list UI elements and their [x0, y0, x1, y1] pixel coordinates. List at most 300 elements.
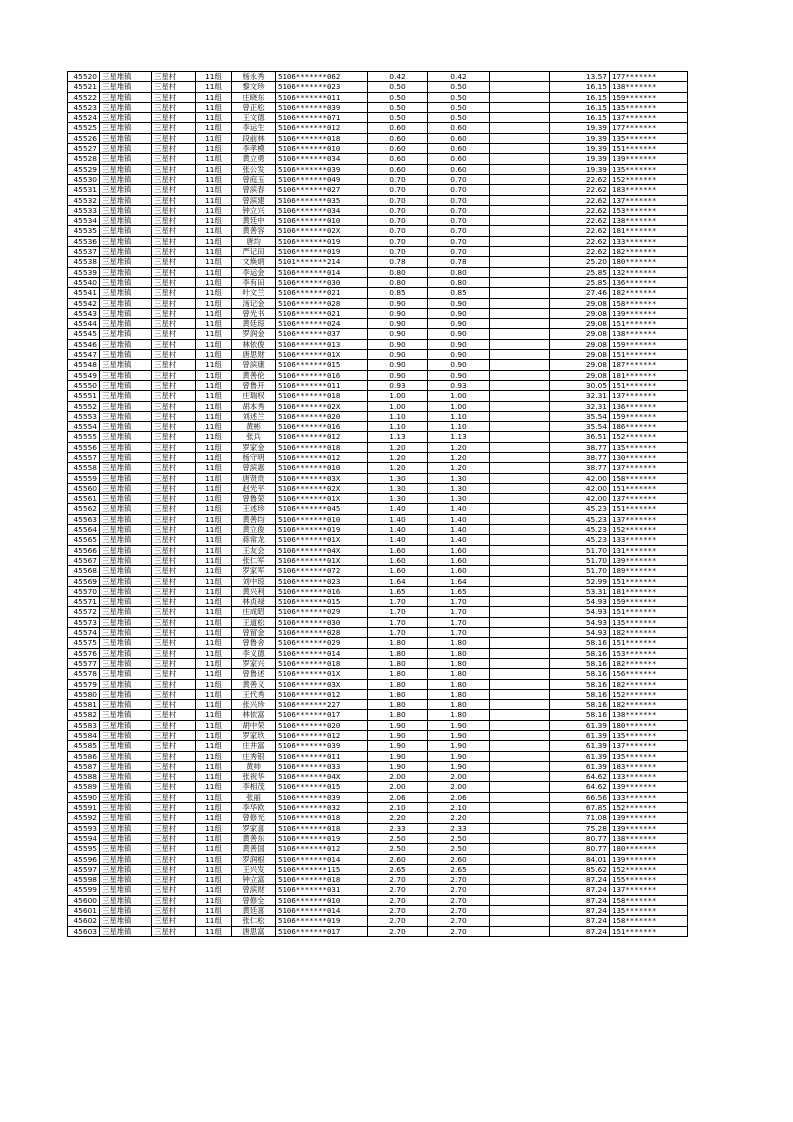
blank-cell [490, 205, 550, 215]
name-cell: 庄瑞权 [232, 391, 276, 401]
group-cell: 11组 [196, 700, 232, 710]
name-cell: 黄廷琼 [232, 319, 276, 329]
group-cell: 11组 [196, 906, 232, 916]
id-number-cell: 5106*******02X [276, 226, 368, 236]
table-body [68, 72, 688, 937]
area-cell: 0.60 [368, 164, 428, 174]
group-cell: 11组 [196, 638, 232, 648]
amount-cell: 22.62 [550, 247, 610, 257]
id-number-cell: 5106*******021 [276, 288, 368, 298]
amount-cell: 19.39 [550, 154, 610, 164]
confirmed-area-cell: 1.70 [428, 617, 490, 627]
blank-cell [490, 82, 550, 92]
name-cell: 曾滨康 [232, 360, 276, 370]
row-number: 45596 [68, 854, 100, 864]
blank-cell [490, 607, 550, 617]
row-number: 45589 [68, 782, 100, 792]
town-cell: 三星堆镇 [100, 628, 152, 638]
group-cell: 11组 [196, 782, 232, 792]
area-cell: 2.10 [368, 803, 428, 813]
phone-cell: 158******* [610, 473, 688, 483]
confirmed-area-cell: 1.10 [428, 411, 490, 421]
name-cell: 王道松 [232, 617, 276, 627]
confirmed-area-cell: 0.70 [428, 185, 490, 195]
phone-cell: 183******* [610, 185, 688, 195]
table-row [68, 411, 688, 421]
table-row [68, 267, 688, 277]
blank-cell [490, 329, 550, 339]
id-number-cell: 5106*******010 [276, 216, 368, 226]
village-cell: 三星村 [152, 679, 196, 689]
phone-cell: 187******* [610, 360, 688, 370]
town-cell: 三星堆镇 [100, 350, 152, 360]
row-number: 45543 [68, 308, 100, 318]
blank-cell [490, 926, 550, 936]
village-cell: 三星村 [152, 525, 196, 535]
group-cell: 11组 [196, 216, 232, 226]
phone-cell: 180******* [610, 720, 688, 730]
town-cell: 三星堆镇 [100, 813, 152, 823]
amount-cell: 58.16 [550, 700, 610, 710]
table-row [68, 679, 688, 689]
confirmed-area-cell: 2.10 [428, 803, 490, 813]
phone-cell: 180******* [610, 257, 688, 267]
blank-cell [490, 658, 550, 668]
name-cell: 张仁松 [232, 916, 276, 926]
town-cell: 三星堆镇 [100, 617, 152, 627]
amount-cell: 22.62 [550, 185, 610, 195]
phone-cell: 186******* [610, 422, 688, 432]
town-cell: 三星堆镇 [100, 257, 152, 267]
confirmed-area-cell: 2.20 [428, 813, 490, 823]
name-cell: 黎文珍 [232, 82, 276, 92]
phone-cell: 135******* [610, 164, 688, 174]
area-cell: 1.70 [368, 597, 428, 607]
confirmed-area-cell: 0.90 [428, 350, 490, 360]
group-cell: 11组 [196, 720, 232, 730]
table-row [68, 308, 688, 318]
id-number-cell: 5106*******027 [276, 185, 368, 195]
area-cell: 1.90 [368, 751, 428, 761]
village-cell: 三星村 [152, 823, 196, 833]
row-number: 45542 [68, 298, 100, 308]
id-number-cell: 5106*******04X [276, 545, 368, 555]
blank-cell [490, 638, 550, 648]
name-cell: 黄帅 [232, 761, 276, 771]
name-cell: 曾正松 [232, 102, 276, 112]
phone-cell: 135******* [610, 731, 688, 741]
phone-cell: 137******* [610, 885, 688, 895]
area-cell: 0.90 [368, 370, 428, 380]
amount-cell: 45.23 [550, 504, 610, 514]
id-number-cell: 5106*******018 [276, 133, 368, 143]
amount-cell: 30.05 [550, 380, 610, 390]
name-cell: 胡中荣 [232, 720, 276, 730]
table-row [68, 864, 688, 874]
group-cell: 11组 [196, 823, 232, 833]
table-row [68, 298, 688, 308]
area-cell: 1.80 [368, 689, 428, 699]
town-cell: 三星堆镇 [100, 380, 152, 390]
table-row [68, 277, 688, 287]
area-cell: 1.20 [368, 463, 428, 473]
town-cell: 三星堆镇 [100, 267, 152, 277]
table-row [68, 525, 688, 535]
phone-cell: 137******* [610, 391, 688, 401]
id-number-cell: 5106*******012 [276, 844, 368, 854]
town-cell: 三星堆镇 [100, 535, 152, 545]
id-number-cell: 5106*******019 [276, 247, 368, 257]
area-cell: 0.70 [368, 247, 428, 257]
table-row [68, 731, 688, 741]
blank-cell [490, 906, 550, 916]
blank-cell [490, 391, 550, 401]
amount-cell: 87.24 [550, 916, 610, 926]
id-number-cell: 5106*******029 [276, 638, 368, 648]
confirmed-area-cell: 0.90 [428, 329, 490, 339]
row-number: 45601 [68, 906, 100, 916]
blank-cell [490, 133, 550, 143]
table-row [68, 452, 688, 462]
phone-cell: 151******* [610, 638, 688, 648]
name-cell: 李运生 [232, 123, 276, 133]
town-cell: 三星堆镇 [100, 339, 152, 349]
blank-cell [490, 833, 550, 843]
table-row [68, 164, 688, 174]
table-row [68, 247, 688, 257]
area-cell: 0.60 [368, 133, 428, 143]
row-number: 45584 [68, 731, 100, 741]
confirmed-area-cell: 0.93 [428, 380, 490, 390]
amount-cell: 51.70 [550, 566, 610, 576]
id-number-cell: 5106*******034 [276, 154, 368, 164]
id-number-cell: 5106*******04X [276, 772, 368, 782]
blank-cell [490, 597, 550, 607]
village-cell: 三星村 [152, 792, 196, 802]
table-row [68, 751, 688, 761]
blank-cell [490, 174, 550, 184]
phone-cell: 138******* [610, 710, 688, 720]
confirmed-area-cell: 0.90 [428, 298, 490, 308]
amount-cell: 64.62 [550, 782, 610, 792]
group-cell: 11组 [196, 833, 232, 843]
town-cell: 三星堆镇 [100, 700, 152, 710]
name-cell: 曾修全 [232, 895, 276, 905]
confirmed-area-cell: 1.80 [428, 700, 490, 710]
village-cell: 三星村 [152, 329, 196, 339]
blank-cell [490, 586, 550, 596]
table-row [68, 329, 688, 339]
area-cell: 0.80 [368, 267, 428, 277]
area-cell: 0.80 [368, 277, 428, 287]
group-cell: 11组 [196, 545, 232, 555]
village-cell: 三星村 [152, 298, 196, 308]
name-cell: 李相茂 [232, 782, 276, 792]
name-cell: 曾鲁述 [232, 669, 276, 679]
town-cell: 三星堆镇 [100, 205, 152, 215]
town-cell: 三星堆镇 [100, 741, 152, 751]
village-cell: 三星村 [152, 689, 196, 699]
id-number-cell: 5106*******012 [276, 452, 368, 462]
town-cell: 三星堆镇 [100, 329, 152, 339]
blank-cell [490, 854, 550, 864]
name-cell: 黄善东 [232, 833, 276, 843]
group-cell: 11组 [196, 236, 232, 246]
blank-cell [490, 751, 550, 761]
town-cell: 三星堆镇 [100, 473, 152, 483]
table-row [68, 236, 688, 246]
area-cell: 2.70 [368, 906, 428, 916]
name-cell: 刘述兰 [232, 411, 276, 421]
phone-cell: 158******* [610, 298, 688, 308]
id-number-cell: 5106*******011 [276, 751, 368, 761]
area-cell: 1.13 [368, 432, 428, 442]
confirmed-area-cell: 1.80 [428, 648, 490, 658]
area-cell: 1.70 [368, 628, 428, 638]
phone-cell: 139******* [610, 854, 688, 864]
amount-cell: 42.00 [550, 483, 610, 493]
group-cell: 11组 [196, 854, 232, 864]
phone-cell: 156******* [610, 669, 688, 679]
blank-cell [490, 298, 550, 308]
table-row [68, 875, 688, 885]
confirmed-area-cell: 2.50 [428, 844, 490, 854]
row-number: 45586 [68, 751, 100, 761]
amount-cell: 38.77 [550, 463, 610, 473]
village-cell: 三星村 [152, 174, 196, 184]
row-number: 45566 [68, 545, 100, 555]
area-cell: 0.93 [368, 380, 428, 390]
group-cell: 11组 [196, 288, 232, 298]
id-number-cell: 5106*******018 [276, 823, 368, 833]
confirmed-area-cell: 1.30 [428, 483, 490, 493]
village-cell: 三星村 [152, 72, 196, 82]
blank-cell [490, 494, 550, 504]
blank-cell [490, 277, 550, 287]
amount-cell: 87.24 [550, 906, 610, 916]
row-number: 45602 [68, 916, 100, 926]
blank-cell [490, 545, 550, 555]
name-cell: 杨守明 [232, 452, 276, 462]
id-number-cell: 5106*******019 [276, 833, 368, 843]
name-cell: 张丽 [232, 792, 276, 802]
village-cell: 三星村 [152, 82, 196, 92]
name-cell: 黄立勇 [232, 154, 276, 164]
phone-cell: 182******* [610, 628, 688, 638]
confirmed-area-cell: 0.70 [428, 174, 490, 184]
name-cell: 黄善伦 [232, 370, 276, 380]
village-cell: 三星村 [152, 185, 196, 195]
name-cell: 庄井富 [232, 741, 276, 751]
phone-cell: 182******* [610, 247, 688, 257]
table-row [68, 658, 688, 668]
village-cell: 三星村 [152, 473, 196, 483]
group-cell: 11组 [196, 916, 232, 926]
amount-cell: 25.85 [550, 267, 610, 277]
group-cell: 11组 [196, 494, 232, 504]
area-cell: 1.10 [368, 411, 428, 421]
table-row [68, 123, 688, 133]
phone-cell: 183******* [610, 761, 688, 771]
name-cell: 曾滨春 [232, 185, 276, 195]
table-row [68, 844, 688, 854]
area-cell: 1.80 [368, 700, 428, 710]
id-number-cell: 5106*******049 [276, 174, 368, 184]
row-number: 45527 [68, 144, 100, 154]
town-cell: 三星堆镇 [100, 360, 152, 370]
table-row [68, 906, 688, 916]
amount-cell: 52.99 [550, 576, 610, 586]
village-cell: 三星村 [152, 535, 196, 545]
id-number-cell: 5106*******019 [276, 916, 368, 926]
row-number: 45567 [68, 555, 100, 565]
name-cell: 罗润金 [232, 329, 276, 339]
row-number: 45535 [68, 226, 100, 236]
id-number-cell: 5106*******01X [276, 494, 368, 504]
table-row [68, 628, 688, 638]
town-cell: 三星堆镇 [100, 82, 152, 92]
table-row [68, 597, 688, 607]
blank-cell [490, 350, 550, 360]
id-number-cell: 5106*******071 [276, 113, 368, 123]
confirmed-area-cell: 1.90 [428, 720, 490, 730]
blank-cell [490, 144, 550, 154]
area-cell: 0.70 [368, 205, 428, 215]
village-cell: 三星村 [152, 751, 196, 761]
confirmed-area-cell: 1.20 [428, 452, 490, 462]
village-cell: 三星村 [152, 545, 196, 555]
id-number-cell: 5106*******062 [276, 72, 368, 82]
id-number-cell: 5106*******013 [276, 339, 368, 349]
table-row [68, 669, 688, 679]
group-cell: 11组 [196, 576, 232, 586]
phone-cell: 151******* [610, 504, 688, 514]
name-cell: 罗家玖 [232, 731, 276, 741]
phone-cell: 158******* [610, 916, 688, 926]
confirmed-area-cell: 0.85 [428, 288, 490, 298]
town-cell: 三星堆镇 [100, 164, 152, 174]
village-cell: 三星村 [152, 401, 196, 411]
group-cell: 11组 [196, 844, 232, 854]
id-number-cell: 5106*******01X [276, 535, 368, 545]
table-row [68, 350, 688, 360]
id-number-cell: 5106*******018 [276, 875, 368, 885]
group-cell: 11组 [196, 761, 232, 771]
area-cell: 2.00 [368, 772, 428, 782]
group-cell: 11组 [196, 803, 232, 813]
table-row [68, 566, 688, 576]
name-cell: 罗家兴 [232, 658, 276, 668]
table-row [68, 803, 688, 813]
group-cell: 11组 [196, 926, 232, 936]
row-number: 45580 [68, 689, 100, 699]
group-cell: 11组 [196, 144, 232, 154]
blank-cell [490, 226, 550, 236]
id-number-cell: 5106*******017 [276, 710, 368, 720]
phone-cell: 135******* [610, 617, 688, 627]
area-cell: 0.60 [368, 154, 428, 164]
town-cell: 三星堆镇 [100, 113, 152, 123]
id-number-cell: 5106*******010 [276, 463, 368, 473]
area-cell: 0.90 [368, 298, 428, 308]
area-cell: 0.70 [368, 216, 428, 226]
blank-cell [490, 257, 550, 267]
confirmed-area-cell: 1.40 [428, 514, 490, 524]
blank-cell [490, 319, 550, 329]
confirmed-area-cell: 0.50 [428, 92, 490, 102]
phone-cell: 136******* [610, 277, 688, 287]
amount-cell: 87.24 [550, 885, 610, 895]
row-number: 45557 [68, 452, 100, 462]
phone-cell: 137******* [610, 514, 688, 524]
blank-cell [490, 380, 550, 390]
table-row [68, 504, 688, 514]
amount-cell: 25.85 [550, 277, 610, 287]
amount-cell: 66.56 [550, 792, 610, 802]
village-cell: 三星村 [152, 720, 196, 730]
area-cell: 2.06 [368, 792, 428, 802]
confirmed-area-cell: 2.70 [428, 916, 490, 926]
area-cell: 1.30 [368, 473, 428, 483]
area-cell: 1.30 [368, 494, 428, 504]
confirmed-area-cell: 1.65 [428, 586, 490, 596]
name-cell: 赵光平 [232, 483, 276, 493]
group-cell: 11组 [196, 113, 232, 123]
row-number: 45541 [68, 288, 100, 298]
id-number-cell: 5106*******03X [276, 473, 368, 483]
amount-cell: 61.39 [550, 751, 610, 761]
name-cell: 汤记金 [232, 298, 276, 308]
village-cell: 三星村 [152, 833, 196, 843]
town-cell: 三星堆镇 [100, 504, 152, 514]
confirmed-area-cell: 2.70 [428, 895, 490, 905]
village-cell: 三星村 [152, 350, 196, 360]
village-cell: 三星村 [152, 113, 196, 123]
group-cell: 11组 [196, 329, 232, 339]
confirmed-area-cell: 1.80 [428, 669, 490, 679]
confirmed-area-cell: 0.90 [428, 319, 490, 329]
blank-cell [490, 535, 550, 545]
village-cell: 三星村 [152, 648, 196, 658]
phone-cell: 137******* [610, 195, 688, 205]
name-cell: 刘中琼 [232, 576, 276, 586]
amount-cell: 29.08 [550, 298, 610, 308]
group-cell: 11组 [196, 72, 232, 82]
phone-cell: 135******* [610, 102, 688, 112]
phone-cell: 151******* [610, 926, 688, 936]
row-number: 45520 [68, 72, 100, 82]
confirmed-area-cell: 0.60 [428, 154, 490, 164]
area-cell: 0.90 [368, 329, 428, 339]
confirmed-area-cell: 1.60 [428, 566, 490, 576]
row-number: 45574 [68, 628, 100, 638]
phone-cell: 182******* [610, 700, 688, 710]
group-cell: 11组 [196, 813, 232, 823]
row-number: 45555 [68, 432, 100, 442]
town-cell: 三星堆镇 [100, 391, 152, 401]
confirmed-area-cell: 2.00 [428, 782, 490, 792]
id-number-cell: 5106*******018 [276, 813, 368, 823]
town-cell: 三星堆镇 [100, 226, 152, 236]
village-cell: 三星村 [152, 864, 196, 874]
amount-cell: 29.08 [550, 350, 610, 360]
group-cell: 11组 [196, 648, 232, 658]
area-cell: 1.90 [368, 720, 428, 730]
town-cell: 三星堆镇 [100, 401, 152, 411]
town-cell: 三星堆镇 [100, 689, 152, 699]
blank-cell [490, 700, 550, 710]
area-cell: 0.70 [368, 195, 428, 205]
